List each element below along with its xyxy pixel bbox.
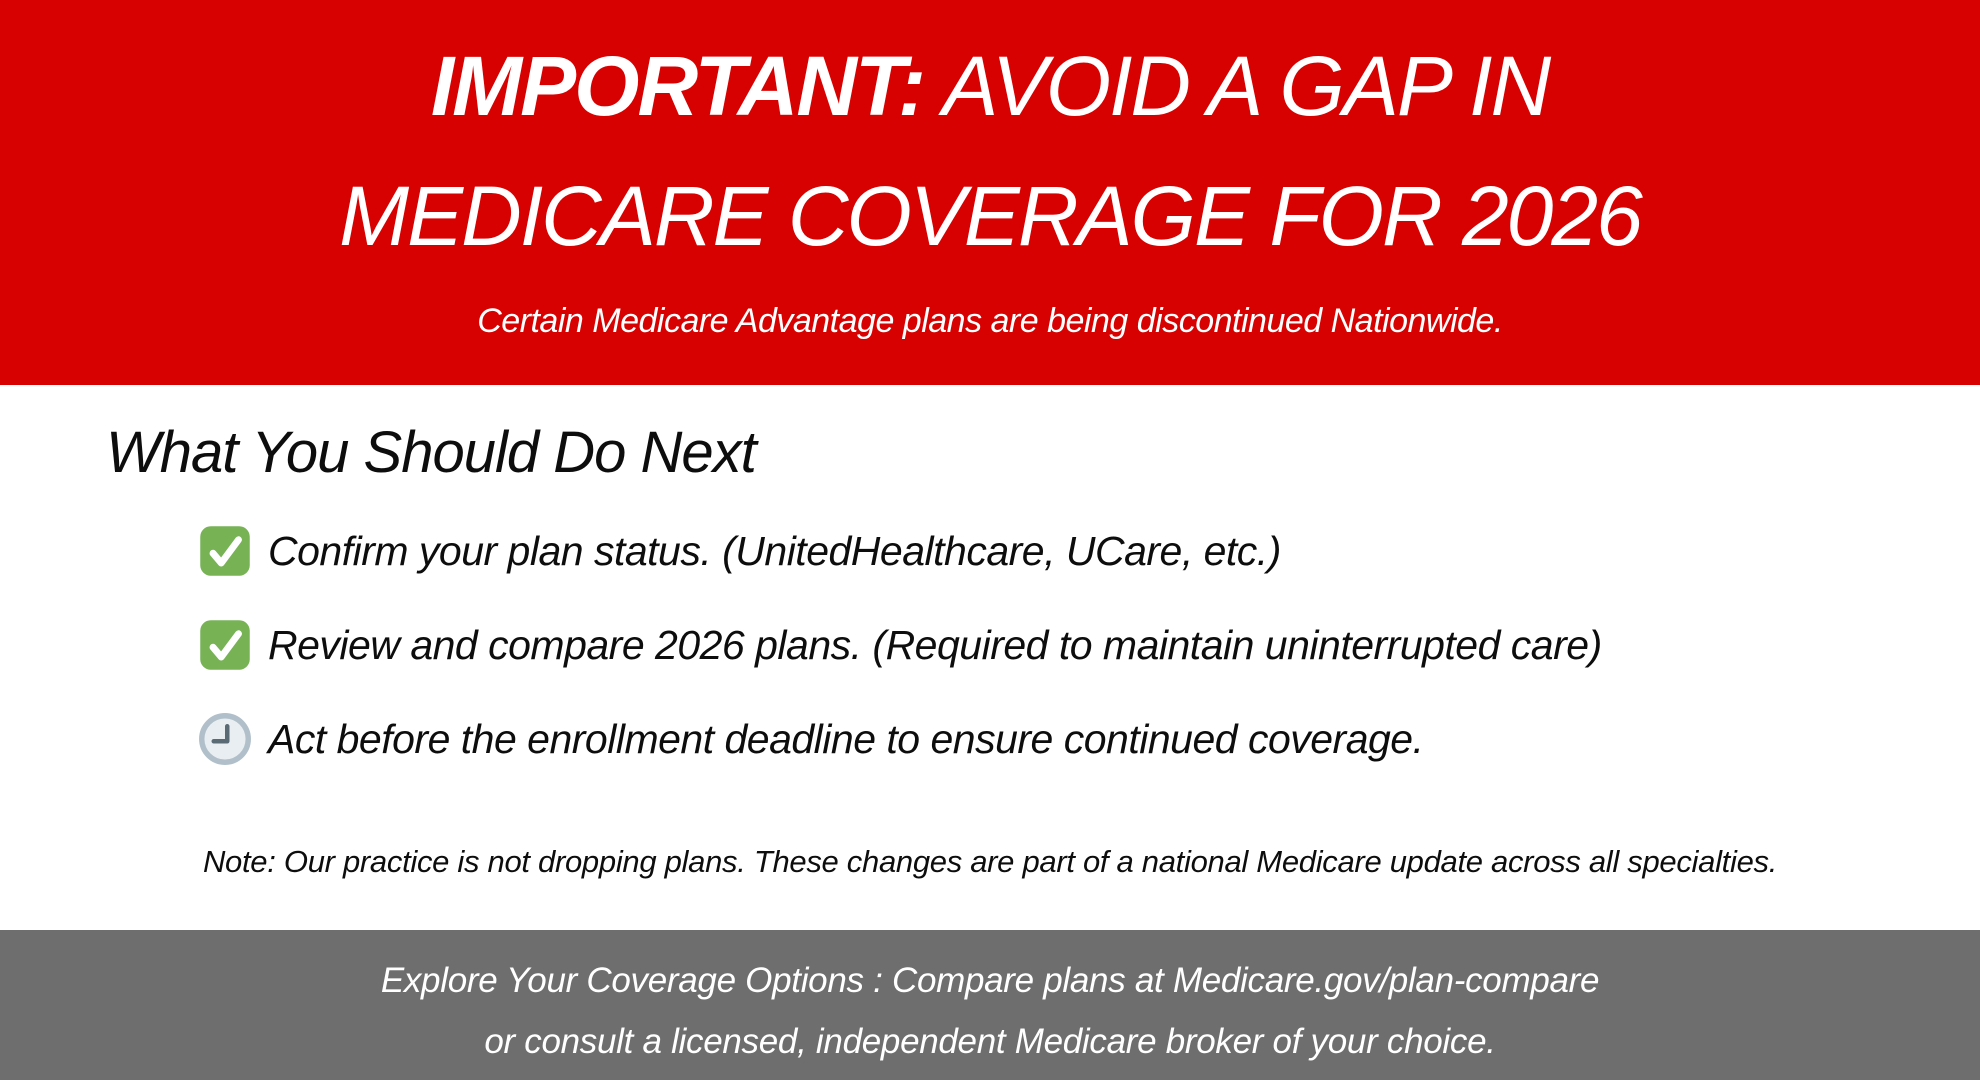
- alert-title-line-1: [0, 39, 1980, 133]
- checklist-item-confirm-plan: [198, 524, 1980, 578]
- checklist-item-text: Confirm your plan status. (UnitedHealthcare, UCare, etc.): [268, 527, 1281, 574]
- checklist-item-act-deadline: [198, 712, 1980, 766]
- alert-header: [0, 0, 1980, 385]
- alert-subtitle: Certain Medicare Advantage plans are being discontinued Nationwide.: [477, 302, 1503, 340]
- checklist: [198, 524, 1980, 766]
- body-section: [0, 385, 1980, 930]
- checklist-item-text: Act before the enrollment deadline to ensure continued coverage.: [268, 715, 1424, 762]
- check-icon: [198, 524, 252, 578]
- clock-icon: [198, 712, 252, 766]
- alert-title-line-2: MEDICARE COVERAGE FOR 2026: [339, 169, 1641, 263]
- footer-line-2: or consult a licensed, independent Medicare broker of your choice.: [484, 1022, 1496, 1062]
- alert-title-rest: AVOID A GAP IN: [924, 39, 1550, 133]
- footer-bar: [0, 930, 1980, 1080]
- checklist-item-review-plans: [198, 618, 1980, 672]
- alert-title-important: IMPORTANT:: [430, 39, 925, 133]
- footer-line-1: Explore Your Coverage Options : Compare plans at Medicare.gov/plan-compare: [380, 961, 1600, 1000]
- check-icon: [198, 618, 252, 672]
- body-heading: What You Should Do Next: [106, 420, 756, 485]
- checklist-item-text: Review and compare 2026 plans. (Required to maintain uninterrupted care): [268, 621, 1602, 668]
- practice-note: Note: Our practice is not dropping plans. These changes are part of a national Medicare update across all specialties.: [202, 844, 1778, 879]
